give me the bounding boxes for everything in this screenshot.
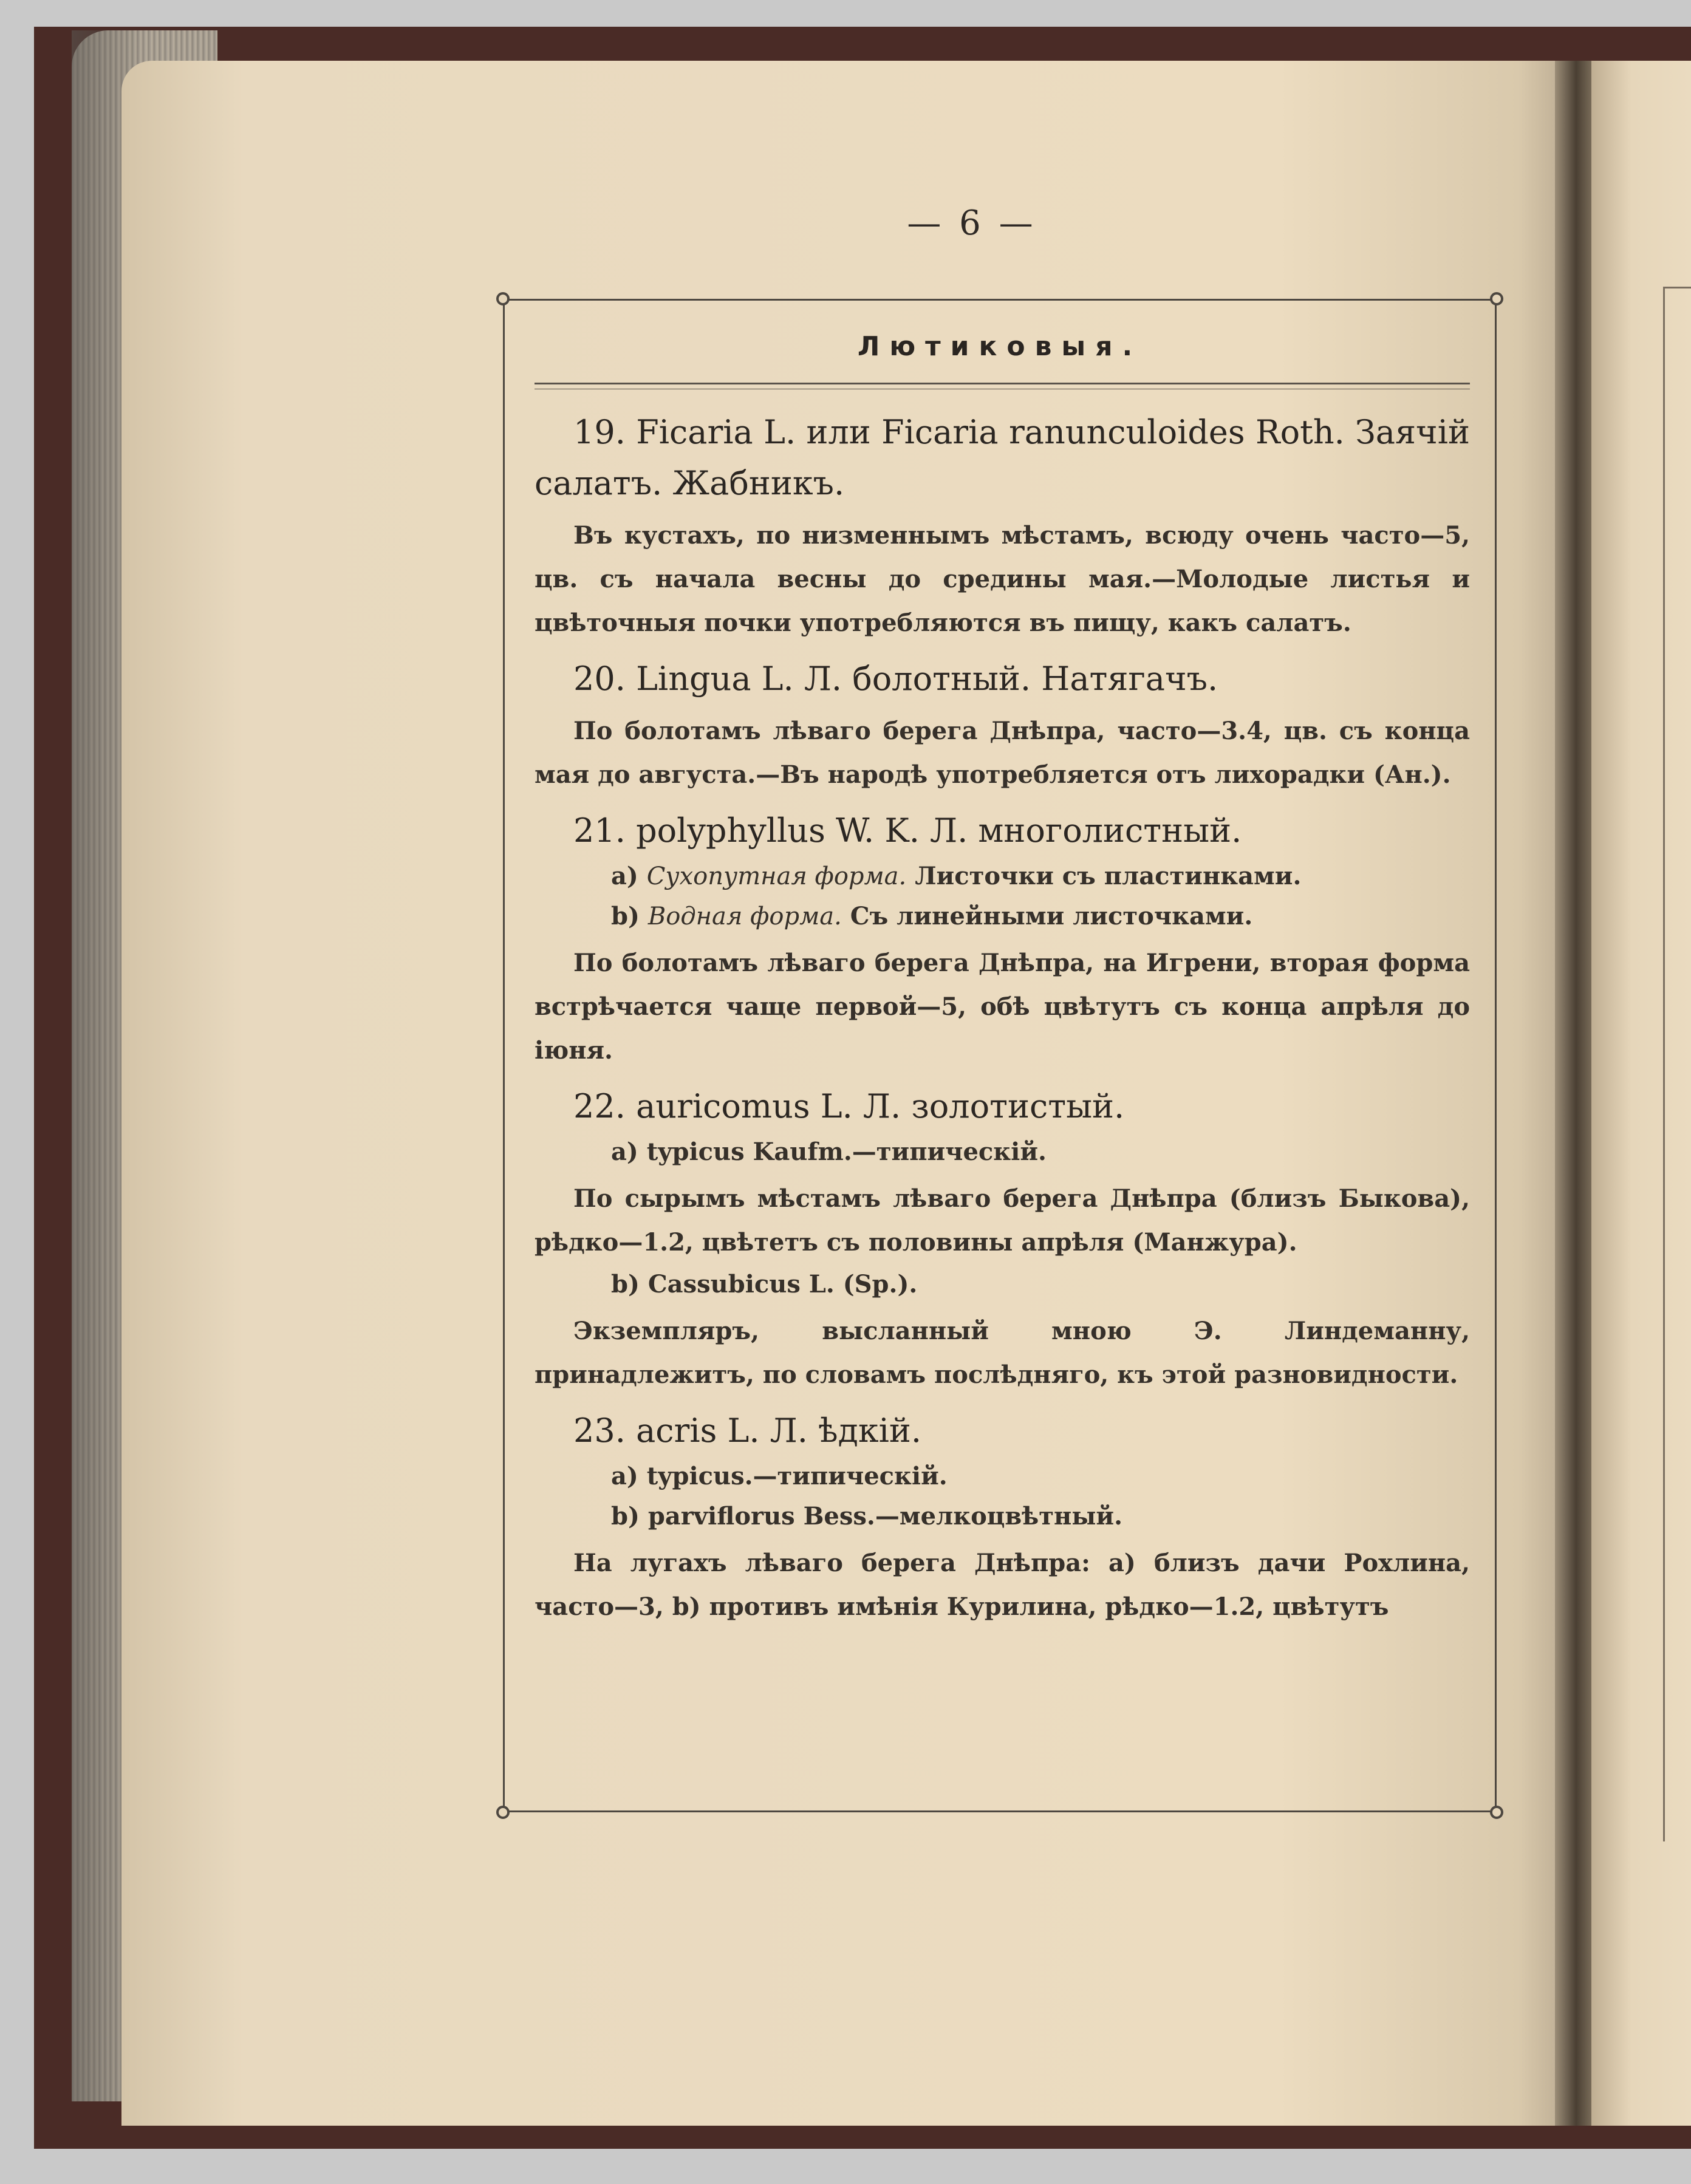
variety-line <box>535 1456 1470 1496</box>
right-page-edge <box>1591 61 1691 2126</box>
variety-line <box>535 896 1470 937</box>
variety-line <box>535 1264 1470 1305</box>
variety-marker: b) <box>611 1270 640 1298</box>
species-note: На лугахъ лѣваго берега Днѣпра: a) близъ дачи Рохлина, часто—3, b) противъ имѣнія Курилина, рѣдко—1.2, цвѣтутъ <box>535 1549 1470 1621</box>
page-number: — 6 — <box>907 203 1037 243</box>
species-heading <box>535 805 1470 856</box>
species-heading <box>535 407 1470 509</box>
variety-form: Сухопутная форма. <box>646 862 907 890</box>
species-title: auricomus L. Л. золотистый. <box>636 1087 1125 1125</box>
frame-corner-ornament <box>1490 1806 1503 1819</box>
variety-line <box>535 1496 1470 1537</box>
species-title: Lingua L. Л. болотный. Натягачъ. <box>636 660 1218 698</box>
frame-corner-ornament <box>496 1806 510 1819</box>
species-entry-23 <box>535 1405 1470 1629</box>
species-note: По болотамъ лѣваго берега Днѣпра, на Игрени, вторая форма встрѣчается чаще первой—5, обѣ цвѣтутъ съ конца апрѣля до іюня. <box>535 949 1470 1065</box>
species-note: Въ кустахъ, по низменнымъ мѣстамъ, всюду очень часто—5, цв. съ начала весны до средины мая.—Молодые листья и цвѣточныя почки употребляются въ пищу, какъ салатъ. <box>535 521 1470 637</box>
variety-marker: a) <box>611 862 638 890</box>
variety-line <box>535 856 1470 896</box>
frame-corner-ornament <box>496 292 510 305</box>
species-entry-19 <box>535 407 1470 645</box>
species-number: 22. <box>573 1087 626 1125</box>
variety-line <box>535 1132 1470 1172</box>
right-page-frame-rule <box>1663 287 1691 288</box>
variety-text: typicus.—типическій. <box>646 1462 948 1490</box>
variety-form: Водная форма. <box>647 903 842 930</box>
species-entry-20 <box>535 653 1470 797</box>
species-heading <box>535 1081 1470 1132</box>
species-title: Ficaria L. или Ficaria ranunculoides Roth. Заячій салатъ. Жабникъ. <box>535 413 1470 502</box>
page-content <box>535 407 1470 1637</box>
variety-marker: a) <box>611 1462 638 1490</box>
species-number: 19. <box>573 413 626 451</box>
species-heading <box>535 1405 1470 1456</box>
species-title: acris L. Л. ѣдкій. <box>636 1411 922 1450</box>
frame-corner-ornament <box>1490 292 1503 305</box>
right-page-frame-vrule <box>1663 287 1665 1841</box>
section-heading: Лютиковыя. <box>857 331 1143 362</box>
species-note: Экземпляръ, высланный мною Э. Линдеманну, принадлежитъ, по словамъ послѣдняго, къ этой разновидности. <box>535 1317 1470 1389</box>
species-note: По болотамъ лѣваго берега Днѣпра, часто—3.4, цв. съ конца мая до августа.—Въ народѣ употребляется отъ лихорадки (Ан.). <box>535 717 1470 789</box>
variety-marker: a) <box>611 1138 638 1166</box>
species-number: 20. <box>573 660 626 698</box>
variety-marker: b) <box>611 1502 640 1531</box>
variety-marker: b) <box>611 902 640 930</box>
variety-text: Листочки съ пластинками. <box>915 862 1302 890</box>
species-number: 23. <box>573 1411 626 1450</box>
species-note: По сырымъ мѣстамъ лѣваго берега Днѣпра (близъ Быкова), рѣдко—1.2, цвѣтетъ съ половины апрѣля (Манжура). <box>535 1184 1470 1257</box>
species-entry-21 <box>535 805 1470 1073</box>
variety-text: Съ линейными листочками. <box>850 902 1253 930</box>
variety-text: typicus Kaufm.—типическій. <box>646 1138 1047 1166</box>
heading-rule <box>535 383 1470 384</box>
variety-text: Cassubicus L. (Sp.). <box>647 1270 918 1298</box>
species-title: polyphyllus W. K. Л. многолистный. <box>636 811 1242 850</box>
species-entry-22 <box>535 1081 1470 1397</box>
species-heading <box>535 653 1470 705</box>
variety-text: parviflorus Bess.—мелкоцвѣтный. <box>647 1502 1123 1531</box>
species-number: 21. <box>573 811 626 850</box>
